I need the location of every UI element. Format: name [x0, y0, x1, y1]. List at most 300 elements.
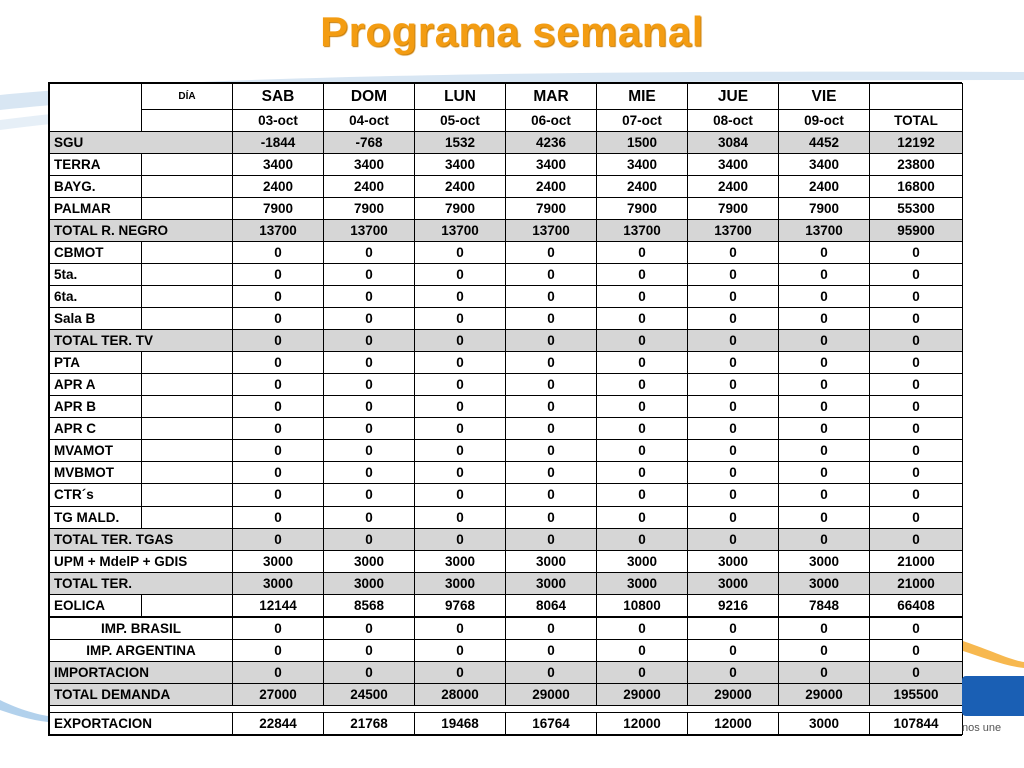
value-cell: 0	[779, 462, 869, 483]
row-label: IMP. ARGENTINA	[50, 640, 232, 661]
value-cell: 0	[415, 286, 505, 307]
date-header: 08-oct	[688, 110, 778, 131]
value-cell: 29000	[779, 684, 869, 705]
value-cell: 8568	[324, 595, 414, 616]
value-cell: 2400	[233, 176, 323, 197]
row-label: MVBMOT	[50, 462, 141, 483]
value-cell: 0	[415, 618, 505, 639]
value-cell: 0	[415, 396, 505, 417]
table-row	[50, 264, 962, 285]
value-cell: 0	[597, 352, 687, 373]
value-cell: 0	[688, 507, 778, 528]
value-cell: 0	[506, 396, 596, 417]
value-cell: 0	[233, 462, 323, 483]
value-cell: 0	[597, 440, 687, 461]
value-cell: 0	[415, 529, 505, 550]
row-blank	[142, 198, 232, 219]
value-cell: 1532	[415, 132, 505, 153]
table-row	[50, 595, 962, 616]
value-cell: 0	[688, 330, 778, 351]
value-cell: 0	[233, 352, 323, 373]
table-row	[50, 713, 962, 734]
value-cell: 0	[233, 396, 323, 417]
total-cell: 0	[870, 484, 962, 505]
table-row	[50, 220, 962, 241]
row-label: MVAMOT	[50, 440, 141, 461]
value-cell: 0	[415, 242, 505, 263]
value-cell: 0	[415, 484, 505, 505]
total-cell: 0	[870, 286, 962, 307]
value-cell: 0	[688, 618, 778, 639]
total-cell: 66408	[870, 595, 962, 616]
row-label: EOLICA	[50, 595, 141, 616]
total-cell: 0	[870, 330, 962, 351]
row-label: TOTAL TER. TV	[50, 330, 232, 351]
table-row	[50, 418, 962, 439]
total-cell: 21000	[870, 551, 962, 572]
brand-logo	[962, 676, 1024, 716]
value-cell: 0	[779, 286, 869, 307]
value-cell: 0	[324, 396, 414, 417]
value-cell: 29000	[506, 684, 596, 705]
value-cell: 0	[779, 484, 869, 505]
row-label: CTR´s	[50, 484, 141, 505]
date-header: 03-oct	[233, 110, 323, 131]
value-cell: 2400	[324, 176, 414, 197]
value-cell: 0	[233, 242, 323, 263]
value-cell: 22844	[233, 713, 323, 734]
total-cell: 12192	[870, 132, 962, 153]
value-cell: 0	[688, 529, 778, 550]
value-cell: 0	[779, 396, 869, 417]
value-cell: 0	[233, 484, 323, 505]
value-cell: 0	[415, 330, 505, 351]
row-label: CBMOT	[50, 242, 141, 263]
value-cell: 12000	[688, 713, 778, 734]
value-cell: 3400	[779, 154, 869, 175]
value-cell: 0	[233, 529, 323, 550]
value-cell: 2400	[415, 176, 505, 197]
row-label: TOTAL R. NEGRO	[50, 220, 232, 241]
value-cell: 0	[233, 308, 323, 329]
dia-blank	[142, 110, 232, 131]
day-header: DOM	[324, 84, 414, 109]
day-header: VIE	[779, 84, 869, 109]
row-blank	[142, 176, 232, 197]
value-cell: 3400	[597, 154, 687, 175]
value-cell: 0	[779, 640, 869, 661]
total-cell: 0	[870, 242, 962, 263]
total-cell: 0	[870, 462, 962, 483]
day-header: SAB	[233, 84, 323, 109]
table-row	[50, 618, 962, 639]
value-cell: 8064	[506, 595, 596, 616]
table-row	[50, 198, 962, 219]
value-cell: 3000	[233, 573, 323, 594]
date-header: 06-oct	[506, 110, 596, 131]
total-cell: 0	[870, 640, 962, 661]
value-cell: 0	[779, 507, 869, 528]
value-cell: 13700	[506, 220, 596, 241]
value-cell: 3000	[597, 573, 687, 594]
value-cell: 3000	[779, 573, 869, 594]
value-cell: 0	[415, 352, 505, 373]
value-cell: 0	[324, 286, 414, 307]
value-cell: 3000	[415, 573, 505, 594]
value-cell: 0	[779, 440, 869, 461]
value-cell: 0	[415, 418, 505, 439]
total-cell: 0	[870, 374, 962, 395]
value-cell: 0	[324, 242, 414, 263]
value-cell: 3000	[779, 551, 869, 572]
value-cell: 0	[415, 507, 505, 528]
value-cell: 9768	[415, 595, 505, 616]
date-header: 07-oct	[597, 110, 687, 131]
value-cell: 0	[597, 484, 687, 505]
total-cell: 0	[870, 507, 962, 528]
value-cell: 4452	[779, 132, 869, 153]
value-cell: 0	[779, 242, 869, 263]
brand-tagline: nos une	[962, 722, 1002, 734]
total-cell: 0	[870, 264, 962, 285]
row-label: TOTAL TER.	[50, 573, 232, 594]
value-cell: 7900	[779, 198, 869, 219]
value-cell: 0	[415, 374, 505, 395]
value-cell: -768	[324, 132, 414, 153]
table-row	[50, 529, 962, 550]
value-cell: 0	[324, 352, 414, 373]
value-cell: 0	[779, 374, 869, 395]
header-dates-row	[50, 110, 962, 131]
table-row	[50, 308, 962, 329]
value-cell: 0	[233, 440, 323, 461]
total-header: TOTAL	[870, 110, 962, 131]
value-cell: 7900	[688, 198, 778, 219]
value-cell: 0	[506, 308, 596, 329]
row-label: TG MALD.	[50, 507, 141, 528]
value-cell: 0	[688, 308, 778, 329]
row-blank	[142, 507, 232, 528]
total-cell: 0	[870, 529, 962, 550]
value-cell: 0	[506, 640, 596, 661]
value-cell: 0	[506, 529, 596, 550]
value-cell: 3000	[597, 551, 687, 572]
value-cell: 0	[597, 418, 687, 439]
value-cell: 0	[597, 308, 687, 329]
value-cell: 4236	[506, 132, 596, 153]
page-title: Programa semanal	[320, 8, 704, 55]
row-blank	[142, 286, 232, 307]
row-label: 5ta.	[50, 264, 141, 285]
day-header: MIE	[597, 84, 687, 109]
value-cell: 21768	[324, 713, 414, 734]
value-cell: 3000	[233, 551, 323, 572]
value-cell: 10800	[597, 595, 687, 616]
value-cell: 2400	[779, 176, 869, 197]
total-cell: 0	[870, 396, 962, 417]
value-cell: 0	[597, 618, 687, 639]
value-cell: 3084	[688, 132, 778, 153]
value-cell: 0	[688, 440, 778, 461]
row-label: PALMAR	[50, 198, 141, 219]
value-cell: 0	[506, 418, 596, 439]
value-cell: 7900	[506, 198, 596, 219]
value-cell: 0	[779, 529, 869, 550]
value-cell: 0	[506, 440, 596, 461]
value-cell: 0	[506, 484, 596, 505]
value-cell: 0	[415, 640, 505, 661]
value-cell: 0	[688, 352, 778, 373]
total-cell: 0	[870, 618, 962, 639]
value-cell: 0	[688, 662, 778, 683]
value-cell: 0	[233, 374, 323, 395]
value-cell: 19468	[415, 713, 505, 734]
value-cell: 3000	[688, 573, 778, 594]
value-cell: 0	[597, 264, 687, 285]
total-cell: 0	[870, 308, 962, 329]
value-cell: 0	[506, 662, 596, 683]
row-blank	[142, 352, 232, 373]
value-cell: 27000	[233, 684, 323, 705]
value-cell: 0	[688, 396, 778, 417]
table-row	[50, 684, 962, 705]
value-cell: 0	[779, 308, 869, 329]
value-cell: 3400	[324, 154, 414, 175]
value-cell: 0	[506, 507, 596, 528]
dia-label: DÍA	[142, 84, 232, 109]
value-cell: 0	[324, 374, 414, 395]
value-cell: 3000	[415, 551, 505, 572]
value-cell: 0	[233, 330, 323, 351]
row-label: BAYG.	[50, 176, 141, 197]
value-cell: 12000	[597, 713, 687, 734]
table-row	[50, 507, 962, 528]
value-cell: 0	[324, 529, 414, 550]
table-row	[50, 440, 962, 461]
row-blank	[142, 374, 232, 395]
schedule-table-frame	[48, 82, 962, 736]
table-row	[50, 374, 962, 395]
value-cell: 0	[324, 618, 414, 639]
table-row	[50, 176, 962, 197]
value-cell: 9216	[688, 595, 778, 616]
value-cell: 0	[415, 440, 505, 461]
value-cell: 0	[324, 440, 414, 461]
total-cell: 195500	[870, 684, 962, 705]
value-cell: 0	[597, 462, 687, 483]
row-label: APR C	[50, 418, 141, 439]
row-label: APR B	[50, 396, 141, 417]
value-cell: 0	[506, 374, 596, 395]
row-blank	[142, 396, 232, 417]
value-cell: 0	[597, 640, 687, 661]
value-cell: 3000	[506, 551, 596, 572]
header-days-row	[50, 84, 962, 109]
value-cell: 16764	[506, 713, 596, 734]
gap-row	[50, 706, 962, 712]
header-corner	[50, 84, 141, 131]
value-cell: 0	[597, 242, 687, 263]
total-cell: 95900	[870, 220, 962, 241]
value-cell: 29000	[597, 684, 687, 705]
value-cell: 0	[779, 418, 869, 439]
value-cell: 28000	[415, 684, 505, 705]
row-label: 6ta.	[50, 286, 141, 307]
row-blank	[142, 418, 232, 439]
value-cell: 7848	[779, 595, 869, 616]
row-label: TOTAL TER. TGAS	[50, 529, 232, 550]
table-row	[50, 154, 962, 175]
value-cell: 0	[324, 462, 414, 483]
row-label: TOTAL DEMANDA	[50, 684, 232, 705]
value-cell: 13700	[415, 220, 505, 241]
value-cell: 0	[415, 662, 505, 683]
table-row	[50, 352, 962, 373]
total-cell: 0	[870, 418, 962, 439]
value-cell: 3000	[688, 551, 778, 572]
value-cell: 0	[506, 330, 596, 351]
row-blank	[142, 308, 232, 329]
value-cell: 0	[506, 286, 596, 307]
gap-cell	[50, 706, 962, 712]
row-blank	[142, 484, 232, 505]
value-cell: 13700	[779, 220, 869, 241]
value-cell: 0	[233, 286, 323, 307]
table-row	[50, 462, 962, 483]
schedule-table	[49, 83, 963, 735]
value-cell: 0	[779, 264, 869, 285]
row-label: UPM + MdelP + GDIS	[50, 551, 232, 572]
table-row	[50, 396, 962, 417]
value-cell: 0	[688, 418, 778, 439]
value-cell: 3000	[324, 573, 414, 594]
value-cell: 0	[779, 352, 869, 373]
total-cell: 21000	[870, 573, 962, 594]
row-label: SGU	[50, 132, 232, 153]
value-cell: 2400	[688, 176, 778, 197]
row-blank	[142, 242, 232, 263]
value-cell: 0	[324, 330, 414, 351]
value-cell: 0	[779, 662, 869, 683]
value-cell: 0	[688, 374, 778, 395]
total-header-blank	[870, 84, 962, 109]
value-cell: 3400	[233, 154, 323, 175]
value-cell: 12144	[233, 595, 323, 616]
value-cell: 0	[506, 264, 596, 285]
value-cell: 0	[779, 618, 869, 639]
table-row	[50, 640, 962, 661]
value-cell: 0	[688, 462, 778, 483]
row-label: PTA	[50, 352, 141, 373]
value-cell: 2400	[597, 176, 687, 197]
value-cell: 0	[597, 374, 687, 395]
row-blank	[142, 264, 232, 285]
row-label: APR A	[50, 374, 141, 395]
date-header: 09-oct	[779, 110, 869, 131]
value-cell: 0	[688, 484, 778, 505]
value-cell: 0	[688, 640, 778, 661]
table-row	[50, 551, 962, 572]
value-cell: 13700	[324, 220, 414, 241]
total-cell: 107844	[870, 713, 962, 734]
value-cell: 0	[688, 264, 778, 285]
row-blank	[142, 154, 232, 175]
value-cell: 0	[506, 462, 596, 483]
value-cell: 0	[597, 286, 687, 307]
row-label: TERRA	[50, 154, 141, 175]
value-cell: 0	[779, 330, 869, 351]
row-blank	[142, 440, 232, 461]
value-cell: 13700	[688, 220, 778, 241]
value-cell: 29000	[688, 684, 778, 705]
total-cell: 0	[870, 440, 962, 461]
value-cell: 0	[597, 396, 687, 417]
day-header: JUE	[688, 84, 778, 109]
value-cell: 13700	[233, 220, 323, 241]
table-row	[50, 662, 962, 683]
value-cell: 0	[324, 662, 414, 683]
total-cell: 0	[870, 662, 962, 683]
value-cell: 0	[688, 286, 778, 307]
value-cell: 0	[233, 640, 323, 661]
value-cell: 7900	[233, 198, 323, 219]
value-cell: 7900	[415, 198, 505, 219]
row-blank	[142, 462, 232, 483]
value-cell: 0	[506, 618, 596, 639]
value-cell: 7900	[597, 198, 687, 219]
value-cell: 1500	[597, 132, 687, 153]
value-cell: 0	[324, 418, 414, 439]
value-cell: 3400	[506, 154, 596, 175]
value-cell: 3000	[779, 713, 869, 734]
value-cell: 7900	[324, 198, 414, 219]
table-row	[50, 484, 962, 505]
row-blank	[142, 595, 232, 616]
value-cell: 3000	[506, 573, 596, 594]
value-cell: 0	[324, 264, 414, 285]
total-cell: 55300	[870, 198, 962, 219]
value-cell: 0	[597, 662, 687, 683]
total-cell: 0	[870, 352, 962, 373]
value-cell: 0	[597, 529, 687, 550]
table-row	[50, 573, 962, 594]
value-cell: 0	[233, 618, 323, 639]
value-cell: 3000	[324, 551, 414, 572]
value-cell: 3400	[688, 154, 778, 175]
value-cell: 2400	[506, 176, 596, 197]
value-cell: 0	[233, 507, 323, 528]
value-cell: 0	[324, 484, 414, 505]
table-row	[50, 132, 962, 153]
total-cell: 23800	[870, 154, 962, 175]
value-cell: 0	[324, 308, 414, 329]
row-label: Sala B	[50, 308, 141, 329]
row-label: IMP. BRASIL	[50, 618, 232, 639]
row-label: EXPORTACION	[50, 713, 232, 734]
date-header: 04-oct	[324, 110, 414, 131]
value-cell: 0	[415, 462, 505, 483]
value-cell: 0	[324, 640, 414, 661]
value-cell: 0	[415, 264, 505, 285]
value-cell: 0	[506, 352, 596, 373]
value-cell: 0	[688, 242, 778, 263]
total-cell: 16800	[870, 176, 962, 197]
value-cell: 0	[597, 330, 687, 351]
value-cell: -1844	[233, 132, 323, 153]
value-cell: 0	[233, 662, 323, 683]
table-row	[50, 242, 962, 263]
value-cell: 0	[233, 418, 323, 439]
